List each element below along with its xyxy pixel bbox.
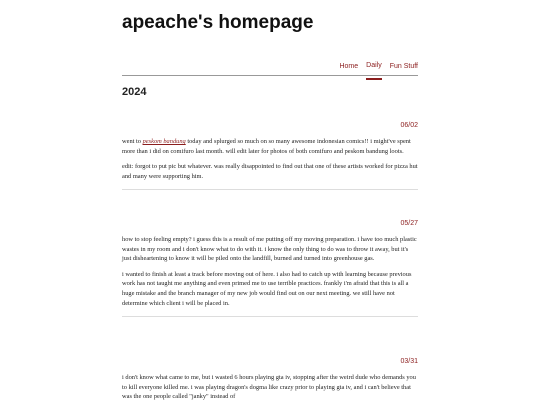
- post-body: [122, 373, 418, 402]
- post-entry: [122, 122, 418, 190]
- post-divider: [122, 316, 418, 317]
- post-entry: [122, 220, 418, 317]
- nav-home-link[interactable]: Home: [339, 63, 359, 70]
- post-body: [122, 137, 418, 181]
- post-entry: [122, 358, 418, 408]
- nav-fun-stuff-link[interactable]: Fun Stuff: [389, 63, 418, 70]
- peskom-bandung-link[interactable]: peskom bandung: [142, 138, 186, 145]
- post-date: 06/02: [400, 122, 418, 129]
- post-paragraph: [122, 137, 418, 156]
- main-nav: [339, 62, 418, 76]
- post-paragraph: how to stop feeling empty? i guess this is a result of me putting off my moving preparation. i have too much plastic wastes in my room and i don't know what to do with it. i know the only thing to do was to throw it away, but it's just disheartening to know it will be piled onto the landfill, burned and turned into greenhouse gas.: [122, 236, 417, 263]
- year-heading: 2024: [122, 86, 147, 98]
- post-paragraph: i wanted to finish at least a track before moving out of here. i also had to catch up with learning because previous work has not taught me anything and even primed me to use terrible practices. frankly i'm afraid that this is all a huge mistake and the branch manager of my new job would find out on our next meeting. we still have not determine which client i will be placed in.: [122, 270, 412, 307]
- post-date: 03/31: [400, 358, 418, 365]
- post-text: today and splurged so much on so many awesome indonesian comics!! i might've spent more than i did on comifuro last month. will edit later for photos of both comifuro and peskom bandung loots.: [122, 138, 411, 155]
- post-text: went to: [122, 138, 143, 145]
- post-date: 05/27: [400, 220, 418, 227]
- nav-daily-link[interactable]: Daily: [366, 62, 382, 76]
- post-body: [122, 235, 418, 308]
- post-paragraph: edit: forgot to put pic but whatever. was really disappointed to find out that one of these artists worked for pizza hut and many were supporting him.: [122, 163, 418, 180]
- site-title: apeache's homepage: [122, 12, 314, 33]
- nav-divider: [122, 75, 418, 76]
- post-divider: [122, 189, 418, 190]
- post-paragraph: i don't know what came to me, but i wasted 6 hours playing gta iv, stopping after the weird dude who demands you to kill everyone killed me. i was playing dragon's dogma like crazy prior to playing gta iv, and i can't believe that was the one people called "janky" instead of: [122, 374, 416, 401]
